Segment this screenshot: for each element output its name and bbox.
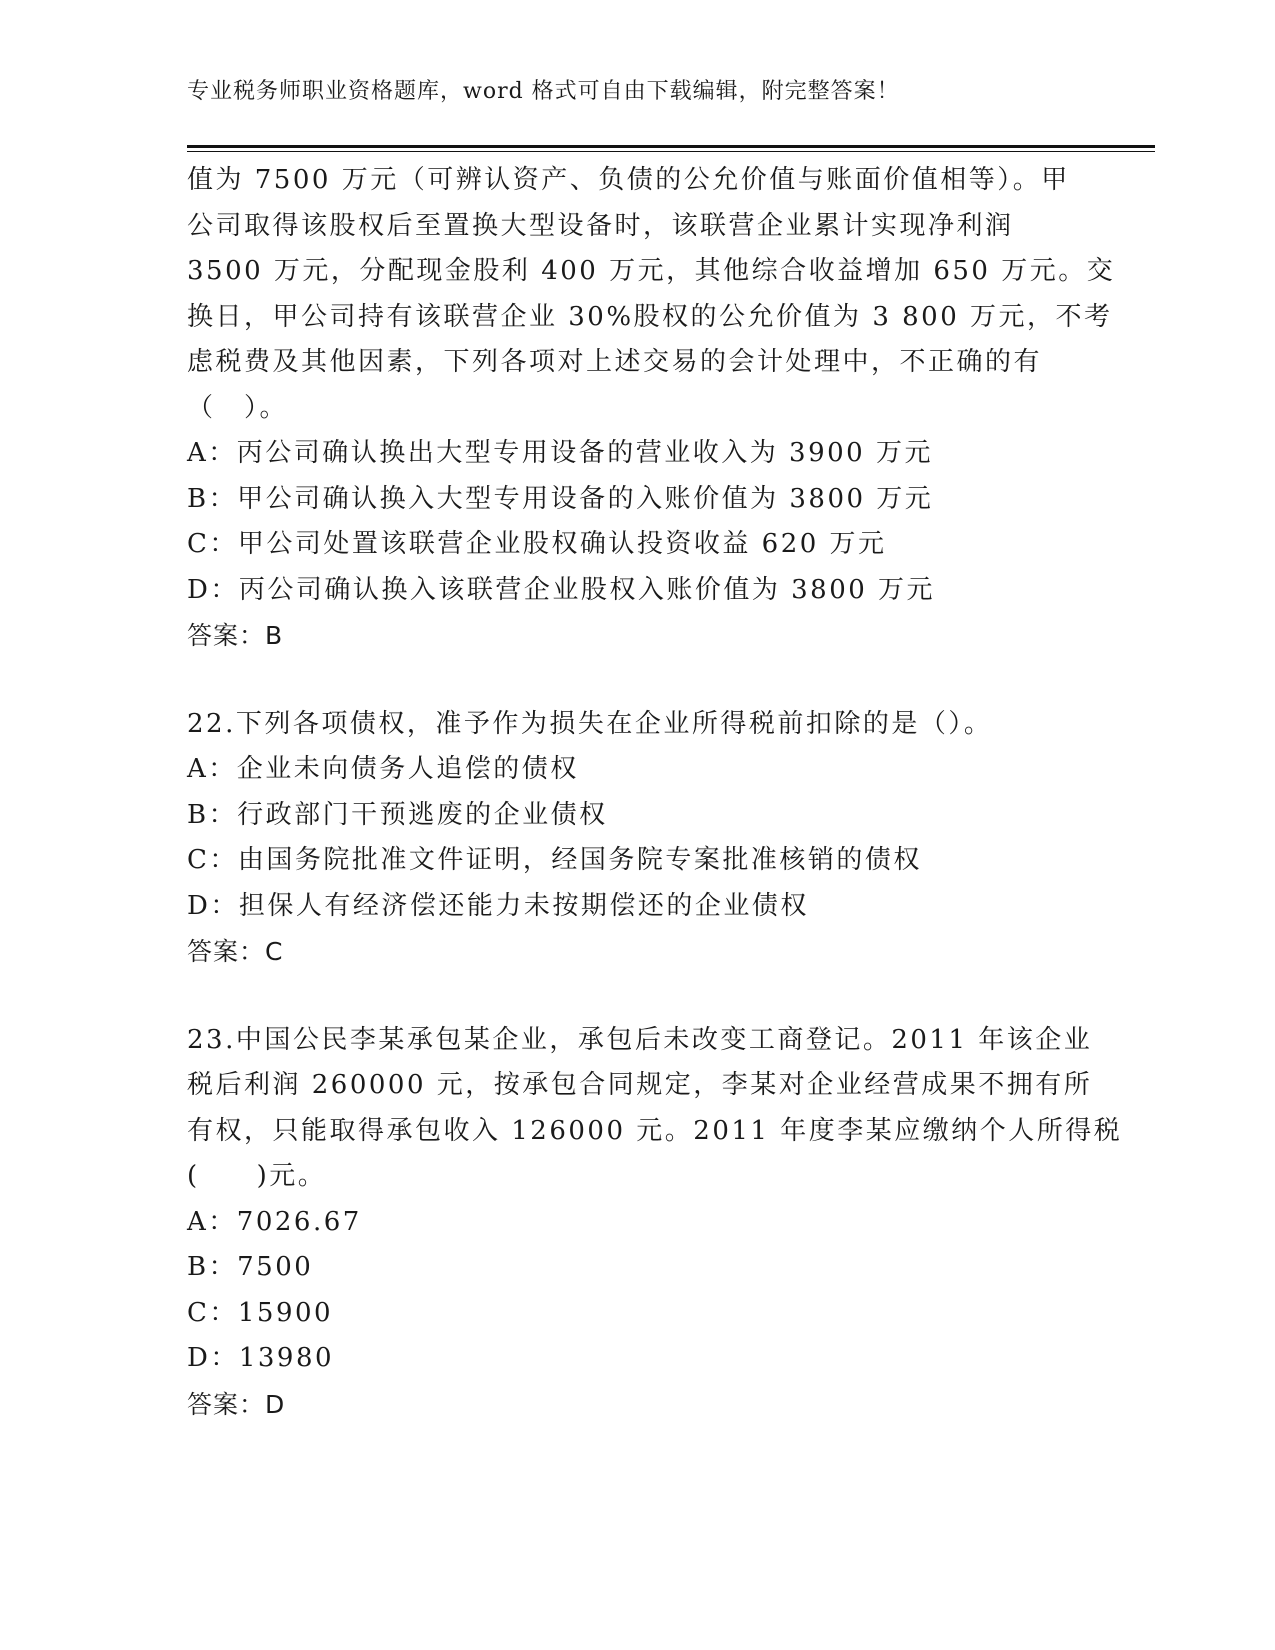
header-rule-thin	[187, 151, 1155, 152]
question-21	[187, 158, 1116, 659]
answer-line: 答案：D	[187, 1389, 286, 1419]
spacer	[187, 659, 1087, 702]
option-b: B：行政部门干预逃废的企业债权	[187, 799, 608, 830]
question-23	[187, 1018, 1123, 1428]
option-d: D：丙公司确认换入该联营企业股权入账价值为 3800 万元	[187, 574, 936, 605]
option-c: C：由国务院批准文件证明，经国务院专案批准核销的债权	[187, 845, 922, 875]
answer-line: 答案：B	[187, 621, 284, 650]
document-body	[187, 158, 1123, 1427]
option-c: C：甲公司处置该联营企业股权确认投资收益 620 万元	[187, 529, 887, 559]
answer-line: 答案：C	[187, 937, 284, 966]
question-text-line: 值为 7500 万元（可辨认资产、负债的公允价值与账面价值相等）。甲	[187, 165, 1070, 195]
option-a: A：企业未向债务人追偿的债权	[187, 754, 579, 784]
option-d: D：13980	[187, 1343, 335, 1373]
header-rule-thick	[187, 145, 1155, 148]
question-text-line: 3500 万元，分配现金股利 400 万元，其他综合收益增加 650 万元。交	[187, 256, 1116, 286]
page-header: 专业税务师职业资格题库，word 格式可自由下载编辑，附完整答案！	[187, 79, 900, 104]
option-c: C：15900	[187, 1297, 334, 1328]
option-a: A：7026.67	[187, 1206, 362, 1237]
option-b: B：甲公司确认换入大型专用设备的入账价值为 3800 万元	[187, 483, 934, 514]
question-22	[187, 702, 1087, 975]
question-text-line: 22.下列各项债权，准予作为损失在企业所得税前扣除的是（）。	[187, 708, 993, 739]
question-text-line: 虑税费及其他因素，下列各项对上述交易的会计处理中，不正确的有	[187, 347, 1043, 377]
option-d: D：担保人有经济偿还能力未按期偿还的企业债权	[187, 890, 809, 921]
option-b: B：7500	[187, 1252, 314, 1282]
question-text-line: ( )元。	[187, 1161, 327, 1191]
question-text-line: 税后利润 260000 元，按承包合同规定，李某对企业经营成果不拥有所	[187, 1070, 1093, 1100]
question-text-line: 换日，甲公司持有该联营企业 30%股权的公允价值为 3 800 万元，不考	[187, 301, 1113, 332]
spacer	[187, 975, 1087, 1018]
question-text-line: 23.中国公民李某承包某企业，承包后未改变工商登记。2011 年该企业	[187, 1024, 1093, 1055]
question-text-line: 公司取得该股权后至置换大型设备时，该联营企业累计实现净利润	[187, 210, 1014, 241]
question-text-line: （ ）。	[187, 392, 289, 423]
option-a: A：丙公司确认换出大型专用设备的营业收入为 3900 万元	[187, 438, 933, 468]
question-text-line: 有权，只能取得承包收入 126000 元。2011 年度李某应缴纳个人所得税	[187, 1115, 1123, 1146]
